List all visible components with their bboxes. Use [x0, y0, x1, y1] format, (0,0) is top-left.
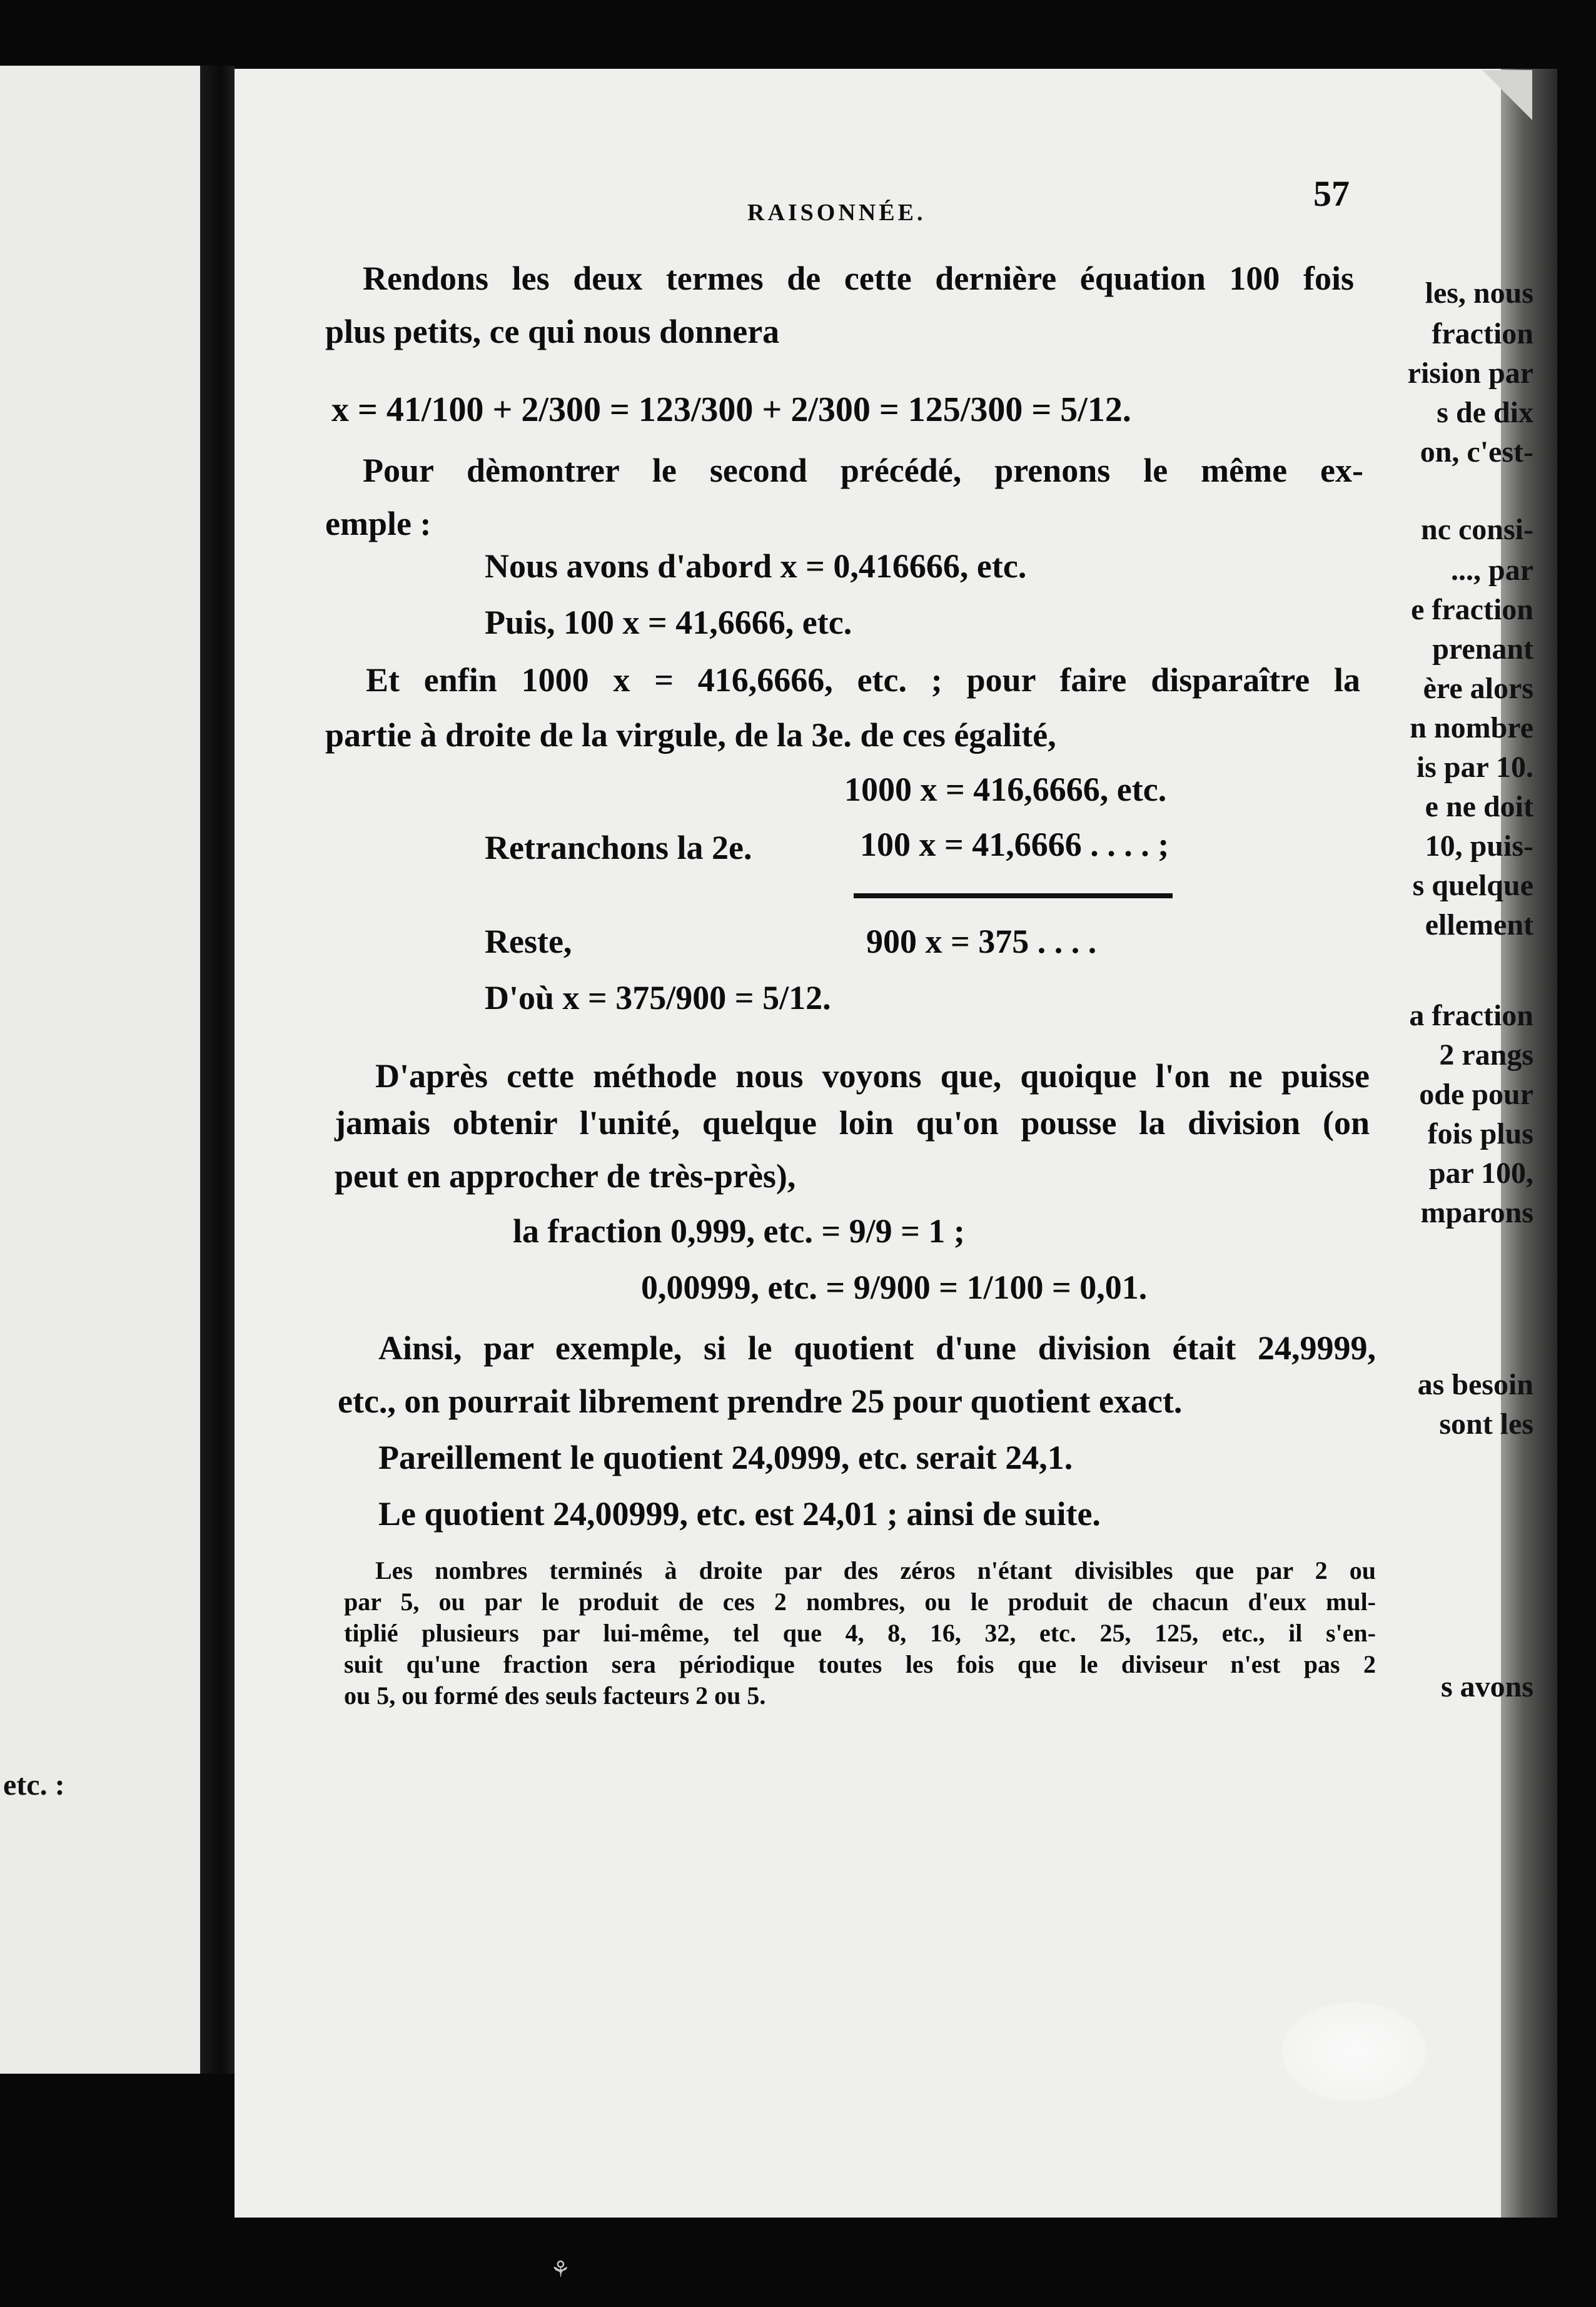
left-fragment: ère alors	[1423, 672, 1533, 705]
equation: 900 x = 375 . . . .	[866, 923, 1097, 960]
left-fragment: 10, puis-	[1425, 829, 1533, 863]
equation-label: Retranchons la 2e.	[485, 829, 752, 866]
left-fragment: s quelque	[1412, 869, 1533, 902]
equation-label: Reste,	[485, 923, 572, 960]
equation: Puis, 100 x = 41,6666, etc.	[485, 604, 852, 641]
left-fragment: prenant	[1432, 632, 1533, 666]
paragraph-line: Pour dèmontrer le second précédé, prenons le même ex-	[363, 452, 1363, 489]
equation: 100 x = 41,6666 . . . . ;	[860, 826, 1169, 863]
equation: Nous avons d'abord x = 0,416666, etc.	[485, 547, 1027, 585]
left-fragment: sont les	[1439, 1407, 1533, 1441]
corner-fold	[1482, 70, 1532, 120]
scan-mark	[1282, 2002, 1426, 2102]
left-fragment: les, nous	[1425, 276, 1533, 310]
book-gutter	[200, 66, 235, 2074]
left-fragment: s de dix	[1437, 396, 1533, 429]
paragraph-line: Pareillement le quotient 24,0999, etc. serait 24,1.	[378, 1439, 1073, 1476]
equation: 1000 x = 416,6666, etc.	[844, 771, 1167, 808]
subtraction-rule	[854, 893, 1173, 898]
left-fragment: ode pour	[1419, 1078, 1533, 1111]
equation: D'où x = 375/900 = 5/12.	[485, 979, 831, 1017]
left-fragment: nc consi-	[1421, 513, 1533, 546]
paragraph-line: Et enfin 1000 x = 416,6666, etc. ; pour faire disparaître la	[366, 661, 1360, 699]
footnote-line: ou 5, ou formé des seuls facteurs 2 ou 5.	[344, 1681, 766, 1710]
running-header: RAISONNÉE.	[747, 200, 926, 226]
footnote-line: Les nombres terminés à droite par des zéros n'étant divisibles que par 2 ou	[375, 1556, 1376, 1584]
page-number: 57	[1313, 173, 1350, 214]
left-fragment: e fraction	[1411, 593, 1533, 626]
left-fragment: e ne doit	[1425, 790, 1533, 823]
left-fragment: on, c'est-	[1420, 435, 1533, 469]
left-fragment: fraction	[1432, 317, 1533, 350]
left-fragment: mparons	[1420, 1196, 1533, 1229]
equation: la fraction 0,999, etc. = 9/9 = 1 ;	[513, 1212, 965, 1250]
left-fragment: rision par	[1407, 357, 1533, 390]
paragraph-line: emple :	[325, 505, 432, 542]
paragraph-line: partie à droite de la virgule, de la 3e. de ces égalité,	[325, 716, 1056, 754]
paragraph-line: Rendons les deux termes de cette dernière équation 100 fois	[363, 260, 1354, 297]
left-fragment: s avons	[1440, 1670, 1533, 1703]
paragraph-line: plus petits, ce qui nous donnera	[325, 313, 780, 350]
paragraph-line: Le quotient 24,00999, etc. est 24,01 ; ainsi de suite.	[378, 1495, 1101, 1533]
left-fragment: as besoin	[1417, 1368, 1533, 1401]
footnote-line: suit qu'une fraction sera périodique toutes les fois que le diviseur n'est pas 2	[344, 1650, 1376, 1678]
footnote-line: tiplié plusieurs par lui-même, tel que 4, 8, 16, 32, etc. 25, 125, etc., il s'en-	[344, 1619, 1376, 1647]
scan-footer-glyph: ⚘	[550, 2257, 571, 2282]
left-fragment: ..., par	[1451, 554, 1533, 587]
left-fragment: etc. :	[3, 1768, 65, 1802]
left-fragment: is par 10.	[1416, 751, 1533, 784]
left-fragment: a fraction	[1409, 999, 1533, 1032]
left-fragment: 2 rangs	[1439, 1038, 1533, 1072]
left-fragment: n nombre	[1410, 711, 1533, 744]
paragraph-line: jamais obtenir l'unité, quelque loin qu'on pousse la division (on	[335, 1104, 1370, 1142]
left-fragment: fois plus	[1427, 1117, 1533, 1150]
footnote-line: par 5, ou par le produit de ces 2 nombres, ou le produit de chacun d'eux mul-	[344, 1588, 1376, 1616]
paragraph-line: peut en approcher de très-près),	[335, 1157, 796, 1195]
paragraph-line: etc., on pourrait librement prendre 25 pour quotient exact.	[338, 1382, 1183, 1420]
left-fragment: ellement	[1425, 908, 1533, 941]
paragraph-line: Ainsi, par exemple, si le quotient d'une division était 24,9999,	[378, 1329, 1376, 1367]
equation: x = 41/100 + 2/300 = 123/300 + 2/300 = 125/300 = 5/12.	[331, 390, 1131, 429]
left-fragment: par 100,	[1428, 1157, 1533, 1190]
equation: 0,00999, etc. = 9/900 = 1/100 = 0,01.	[641, 1269, 1148, 1306]
paragraph-line: D'après cette méthode nous voyons que, quoique l'on ne puisse	[375, 1057, 1370, 1095]
